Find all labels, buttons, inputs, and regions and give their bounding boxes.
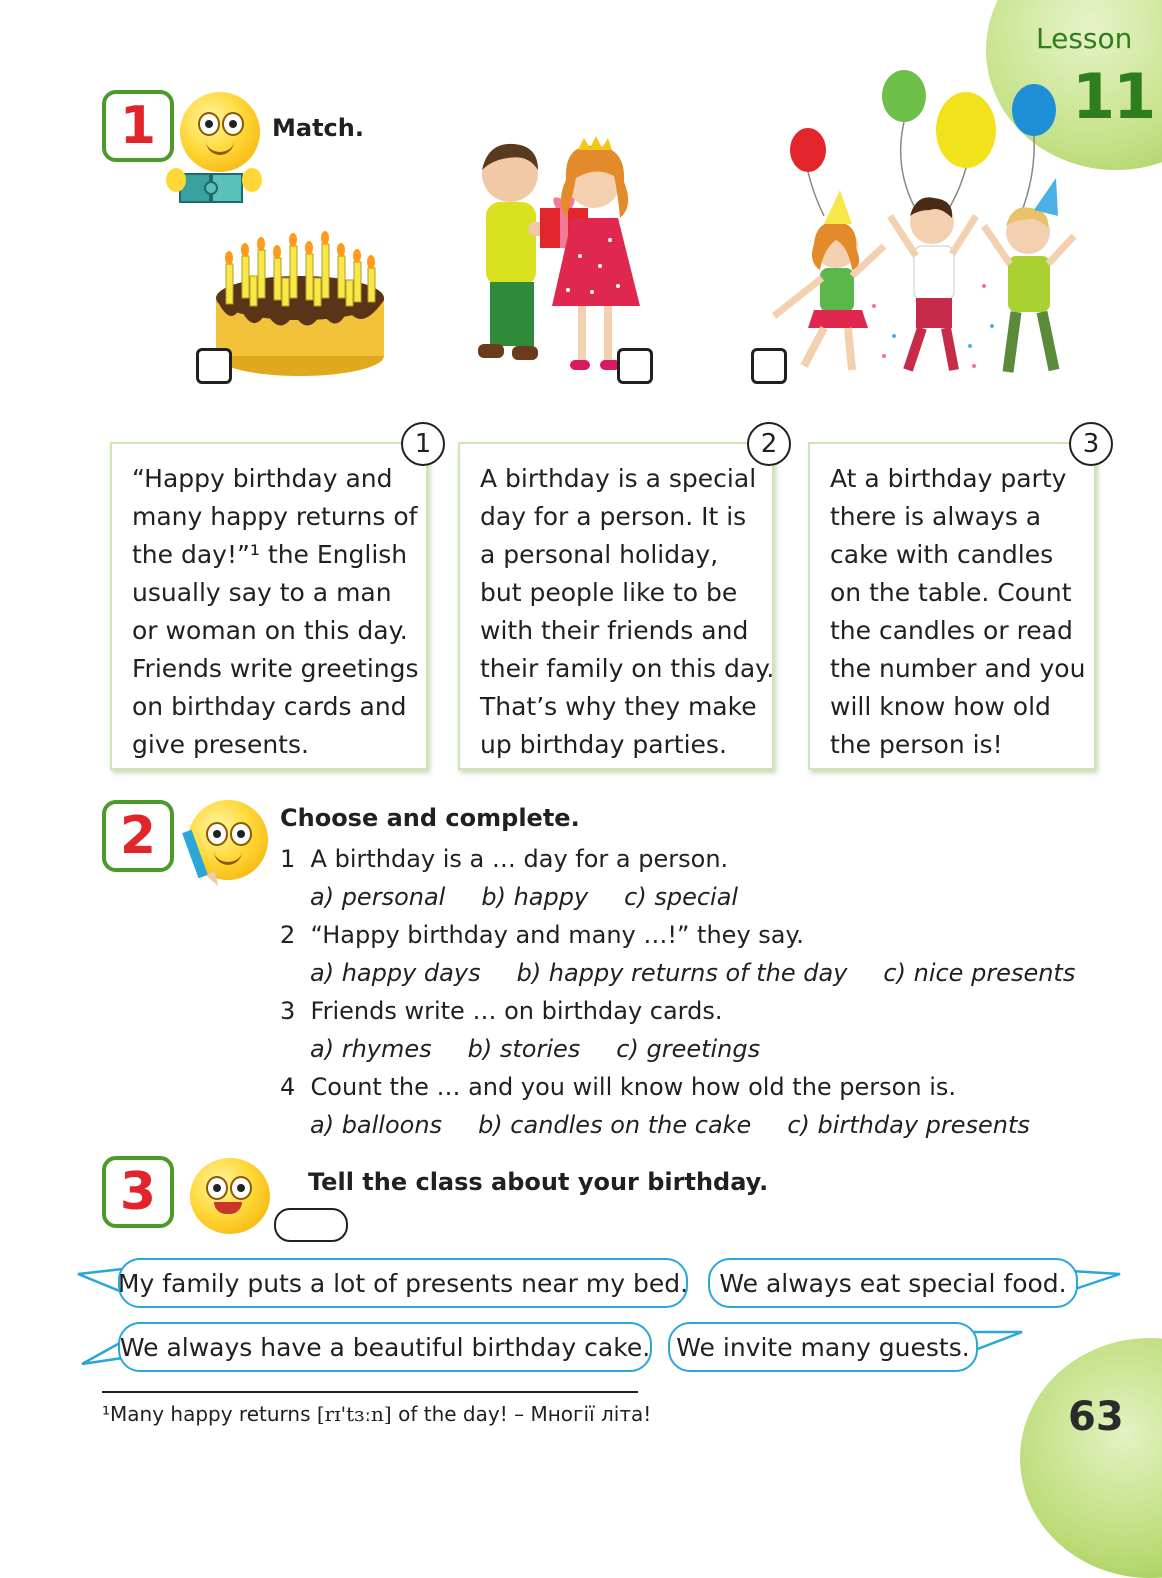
party-children-icon: [744, 66, 1092, 392]
question-text: Count the … and you will know how old the person is.: [310, 1073, 956, 1101]
text-line: A birthday is a special: [480, 464, 757, 493]
lesson-label: Lesson: [1036, 22, 1133, 55]
talking-smiley-icon: [190, 1158, 270, 1234]
speech-bubble-3: We always have a beautiful birthday cake.: [118, 1322, 652, 1372]
option[interactable]: b) candles on the cake: [478, 1111, 752, 1139]
text-line: many happy returns of: [132, 502, 418, 531]
text-line: That’s why they make: [480, 692, 757, 721]
text-line: usually say to a man: [132, 578, 392, 607]
speech-bubble-icon: [274, 1208, 348, 1242]
speech-bubble-4: We invite many guests.: [668, 1322, 978, 1372]
lesson-number: 11: [1072, 60, 1155, 133]
exercise-1-number: 1: [102, 90, 174, 162]
text-line: Friends write greetings: [132, 654, 419, 683]
text-line: will know how old: [830, 692, 1051, 721]
option[interactable]: b) stories: [467, 1035, 581, 1063]
speech-bubble-1: My family puts a lot of presents near my bed.: [118, 1258, 688, 1308]
exercise-2-title: Choose and complete.: [280, 804, 580, 832]
text-line: their family on this day.: [480, 654, 775, 683]
question-3: [280, 992, 1111, 1030]
text-line: At a birthday party: [830, 464, 1067, 493]
text-box-3: [808, 442, 1096, 770]
text-line: the number and you: [830, 654, 1086, 683]
option[interactable]: c) nice presents: [883, 959, 1076, 987]
exercise-1-title: Match.: [272, 114, 364, 142]
option[interactable]: c) special: [624, 883, 739, 911]
exercise-3-title: Tell the class about your birthday.: [308, 1168, 769, 1196]
text-line: there is always a: [830, 502, 1042, 531]
footnote-text: ¹Many happy returns: [102, 1402, 317, 1426]
footnote-translation: of the day! – Многії літа!: [391, 1402, 652, 1426]
text-line: but people like to be: [480, 578, 738, 607]
option[interactable]: c) birthday presents: [787, 1111, 1030, 1139]
option[interactable]: b) happy returns of the day: [516, 959, 848, 987]
puzzle-icon: [166, 160, 266, 210]
option[interactable]: a) personal: [310, 883, 446, 911]
text-line: the candles or read: [830, 616, 1073, 645]
footnote: [102, 1402, 651, 1426]
question-text: “Happy birthday and many …!” they say.: [310, 921, 804, 949]
match-box-cake[interactable]: [196, 348, 232, 384]
question-2: [280, 916, 1111, 954]
birthday-cake-icon: [210, 228, 390, 380]
question-1-options: [280, 878, 1111, 916]
option[interactable]: a) balloons: [310, 1111, 443, 1139]
page-corner-badge: [1020, 1338, 1162, 1578]
question-3-options: [280, 1030, 1111, 1068]
question-number: 1: [280, 845, 296, 873]
text-box-1: [110, 442, 428, 770]
text-line: give presents.: [132, 730, 309, 759]
question-2-options: [280, 954, 1111, 992]
text-box-2: [458, 442, 774, 770]
question-number: 2: [280, 921, 296, 949]
page-number: 63: [1068, 1394, 1124, 1440]
option[interactable]: b) happy: [481, 883, 589, 911]
question-1: [280, 840, 1111, 878]
exercise-2-number: 2: [102, 800, 174, 872]
exercise-2-questions: [280, 840, 1111, 1144]
footnote-divider: [102, 1391, 638, 1393]
option[interactable]: a) happy days: [310, 959, 481, 987]
text-number-1: 1: [401, 422, 445, 466]
question-number: 4: [280, 1073, 296, 1101]
text-line: on the table. Count: [830, 578, 1072, 607]
question-number: 3: [280, 997, 296, 1025]
text-line: the day!”¹ the English: [132, 540, 408, 569]
question-text: Friends write … on birthday cards.: [310, 997, 723, 1025]
text-number-3: 3: [1069, 422, 1113, 466]
exercise-3-number: 3: [102, 1156, 174, 1228]
text-line: on birthday cards and: [132, 692, 407, 721]
text-line: with their friends and: [480, 616, 749, 645]
text-line: “Happy birthday and: [132, 464, 393, 493]
option[interactable]: a) rhymes: [310, 1035, 432, 1063]
footnote-transcription: [rɪ'tɜːn]: [316, 1402, 392, 1426]
question-4: [280, 1068, 1111, 1106]
question-4-options: [280, 1106, 1111, 1144]
text-line: the person is!: [830, 730, 1003, 759]
text-line: a personal holiday,: [480, 540, 719, 569]
text-line: cake with candles: [830, 540, 1054, 569]
text-line: up birthday parties.: [480, 730, 727, 759]
match-box-party[interactable]: [751, 348, 787, 384]
speech-bubble-2: We always eat special food.: [708, 1258, 1078, 1308]
text-line: or woman on this day.: [132, 616, 408, 645]
pencil-icon: [172, 826, 222, 896]
text-line: day for a person. It is: [480, 502, 747, 531]
option[interactable]: c) greetings: [616, 1035, 761, 1063]
text-number-2: 2: [747, 422, 791, 466]
question-text: A birthday is a … day for a person.: [310, 845, 729, 873]
match-box-present[interactable]: [617, 348, 653, 384]
